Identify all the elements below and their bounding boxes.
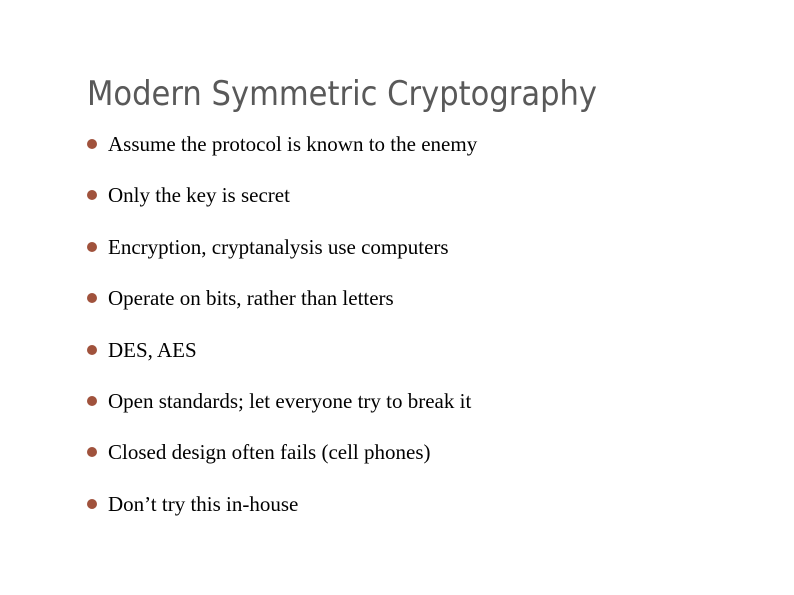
bullet-item: [87, 383, 477, 434]
bullet-dot-icon: [87, 139, 97, 149]
bullet-dot-icon: [87, 447, 97, 457]
bullet-text: Only the key is secret: [108, 183, 290, 208]
bullet-dot-icon: [87, 345, 97, 355]
bullet-text: DES, AES: [108, 337, 197, 362]
bullet-text: Closed design often fails (cell phones): [108, 440, 431, 465]
bullet-item: [87, 177, 477, 228]
bullet-item: [87, 434, 477, 485]
bullet-list: [87, 126, 477, 537]
bullet-dot-icon: [87, 396, 97, 406]
bullet-text: Assume the protocol is known to the enemy: [108, 132, 478, 156]
bullet-item: [87, 126, 477, 177]
bullet-item: [87, 486, 477, 537]
bullet-dot-icon: [87, 242, 97, 252]
bullet-text: Open standards; let everyone try to break it: [108, 388, 472, 413]
bullet-dot-icon: [87, 499, 97, 509]
bullet-dot-icon: [87, 190, 97, 200]
slide-title: Modern Symmetric Cryptography: [87, 74, 598, 114]
bullet-item: [87, 280, 477, 331]
bullet-item: [87, 332, 477, 383]
bullet-item: [87, 229, 477, 280]
bullet-text: Encryption, cryptanalysis use computers: [108, 234, 449, 259]
bullet-dot-icon: [87, 293, 97, 303]
bullet-text: Operate on bits, rather than letters: [108, 286, 394, 311]
bullet-text: Don’t try this in-house: [108, 491, 299, 516]
